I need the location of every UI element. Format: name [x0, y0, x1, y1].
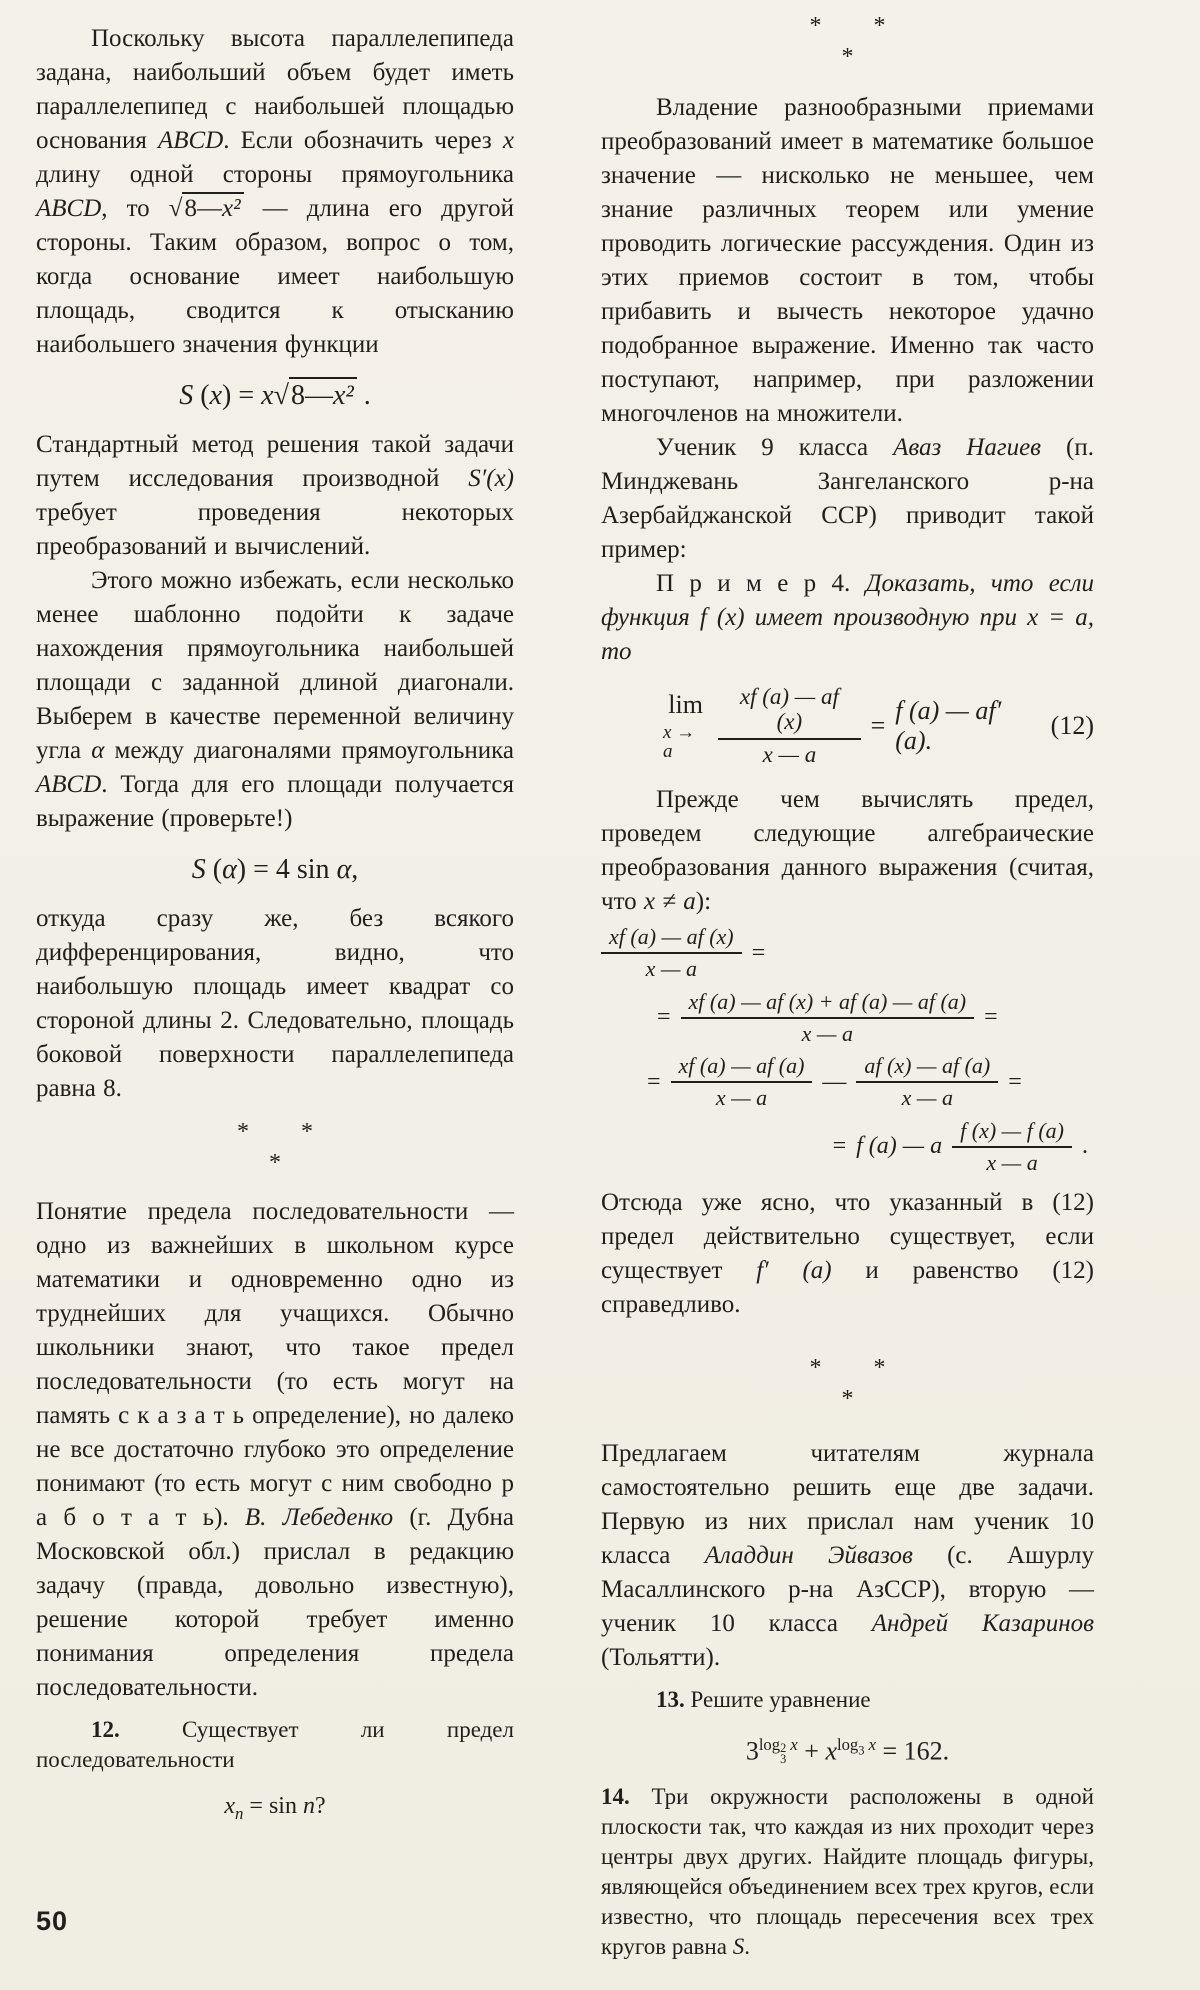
- derivation-line-3: [647, 1054, 1094, 1110]
- log-word: log: [836, 1735, 859, 1755]
- exponent: [758, 1735, 798, 1766]
- text-run: Стандартный метод решения такой задачи путем исследования производной: [36, 431, 514, 492]
- star-glyph: *: [841, 44, 854, 70]
- math-run: (: [193, 380, 210, 411]
- radicand: [289, 377, 357, 411]
- formula-xn-sin-n: [36, 1789, 514, 1831]
- problem-text: Решите уравнение: [684, 1687, 871, 1713]
- text-run: . Тогда для его площади получается выражение (проверьте!): [36, 771, 514, 832]
- divider-star-bottom: [841, 1386, 854, 1413]
- equation-tag-12: (12): [1050, 711, 1094, 741]
- star-glyph: *: [841, 1386, 854, 1413]
- math-run: x: [224, 1793, 236, 1819]
- math-run: 8—: [184, 195, 222, 222]
- text-run: . Если обозначить через: [223, 127, 503, 154]
- log-word: log: [758, 1735, 781, 1755]
- exponent: [836, 1735, 877, 1758]
- text-run: Поскольку высота параллелепипеда задана, наибольший объем будет иметь параллелепипед с наибольшей площадью основания: [36, 25, 514, 154]
- fraction: [601, 925, 742, 981]
- subscript-n: n: [235, 1803, 244, 1823]
- derivation-line-4: [601, 1119, 1088, 1175]
- text-run: между диагоналями прямоугольника: [104, 737, 515, 764]
- display-formula-limit-12: [601, 685, 1094, 767]
- student-name: Аваз Нагиев: [893, 434, 1042, 461]
- divider-star-bottom: [269, 1150, 281, 1176]
- text-run: и равенство (12) справедливо.: [601, 1257, 1094, 1319]
- math-run: 3: [745, 1737, 759, 1767]
- subscript-3: 3: [858, 1743, 865, 1758]
- math-run: x: [864, 1735, 877, 1755]
- author-name: В. Лебеденко: [244, 1504, 394, 1531]
- fraction-denominator: x — a: [671, 1081, 813, 1110]
- equals-sign: =: [657, 1004, 671, 1031]
- derivation-block: [601, 925, 1094, 1174]
- fraction: [856, 1054, 998, 1110]
- math-run: x: [825, 1737, 837, 1767]
- fraction-denominator: x — a: [856, 1081, 998, 1110]
- text-run: Предлагаем читателям журнала самостоятельно решить еще две задачи. Первую из них прислал нам ученик 10 класса: [601, 1440, 1094, 1570]
- inline-sqrt-formula: [169, 192, 244, 222]
- math-run: x²: [332, 380, 354, 411]
- equals-sign: =: [832, 1133, 847, 1160]
- student-name: Аладдин Эйвазов: [704, 1542, 913, 1570]
- plus-sign: +: [797, 1737, 826, 1767]
- derivation-line-1: [601, 925, 1094, 981]
- fraction: [671, 1054, 813, 1110]
- example-statement: Доказать, что если функция f (x) имеет производную при x = a, то: [601, 570, 1094, 665]
- problem-14: [601, 1782, 1094, 1962]
- paragraph-square-conclusion: откуда сразу же, без всякого дифференцирования, видно, что наибольшую площадь имеет квадрат со стороной длины 2. Следовательно, площадь боковой поверхности параллелепипеда равна 8.: [36, 905, 514, 1102]
- display-formula-salpha: [36, 850, 514, 890]
- equals-sign: =: [751, 939, 766, 966]
- math-derivative: S′(x): [468, 465, 514, 492]
- star-glyph: *: [809, 1355, 822, 1382]
- subscript-3: 3: [780, 1751, 787, 1766]
- math-abcd: ABCD: [158, 127, 224, 154]
- problem-text: Три окружности расположены в одной плоскости так, что каждая из них проходит через центры двух других. Найдите площадь фигуры, являющейся объединением всех трех кругов, если известно, что площадь пересечения всех трех кругов равна: [601, 1784, 1094, 1960]
- math-abcd: ABCD: [36, 771, 102, 798]
- star-glyph: *: [301, 1119, 313, 1145]
- page-number: 50: [36, 1906, 69, 1936]
- left-column: [36, 0, 514, 1841]
- problem-number: 14.: [601, 1784, 630, 1810]
- text-run: (с. Ашурлу Масаллинского р-на АзССР), вторую — ученик 10 класса: [601, 1542, 1094, 1638]
- star-glyph: *: [809, 13, 822, 39]
- math-x: x: [502, 127, 514, 154]
- text-run: Ученик 9 класса: [656, 434, 894, 461]
- text-run: , то: [101, 195, 169, 222]
- math-run: (: [205, 854, 223, 885]
- fraction-numerator: f (x) — f (a): [960, 1117, 1064, 1143]
- math-run: S: [179, 380, 194, 411]
- math-run: ?: [314, 1793, 326, 1819]
- star-glyph: *: [269, 1150, 281, 1176]
- fraction: [681, 990, 975, 1046]
- example-label: П р и м е р 4.: [656, 570, 866, 597]
- math-abcd: ABCD: [36, 195, 102, 222]
- text-run: Понятие предела последовательности — одно из важнейших в школьном курсе математики и одновременно одно из труднейших для учащихся. Обычно школьники знают, что такое предел последовательности (то есть могут на память с к а з а т ь определение), но далеко не все достаточно глубоко это определение понимают (то есть могут с ним свободно р а б о т а т ь).: [36, 1198, 514, 1531]
- section-divider: [601, 1355, 1094, 1413]
- paragraph-before-limit: [601, 783, 1094, 919]
- sqrt-radical: [274, 377, 357, 411]
- divider-stars-top: [809, 1355, 886, 1382]
- fraction-numerator: xf (a) — af (x): [739, 684, 839, 734]
- radical-sign: √: [168, 195, 183, 222]
- derivation-line-2: [657, 990, 1094, 1046]
- text-run: — длина его другой стороны. Таким образом, вопрос о том, когда основание имеет наибольшую площадь, сводится к отысканию наибольшего значения функции: [36, 195, 514, 358]
- divider-stars-top: [809, 13, 886, 39]
- text-run: (г. Дубна Московской обл.) прислал в редакцию задачу (правда, довольно известную), решение которой требует именно понимания определения предела последовательности.: [36, 1504, 514, 1701]
- paragraph-parallelepiped: [36, 22, 514, 362]
- equals-sign: =: [647, 1068, 661, 1095]
- math-run: x²: [221, 195, 241, 222]
- math-f-prime-a: f′ (a): [756, 1257, 832, 1285]
- text-run: Отсюда уже ясно, что указанный в (12) предел действительно существует, если существует: [601, 1189, 1094, 1285]
- student-name: Андрей Казаринов: [871, 1610, 1094, 1638]
- paragraph-reader-problems: [601, 1437, 1094, 1675]
- equals-sign: =: [1008, 1068, 1022, 1095]
- right-column: [601, 0, 1094, 1962]
- limit-operator: [663, 689, 708, 762]
- math-run: α: [222, 854, 237, 885]
- fraction-denominator: x — a: [952, 1146, 1072, 1175]
- problem-text: .: [744, 1934, 750, 1960]
- star-glyph: *: [237, 1119, 249, 1145]
- math-run: ) =: [222, 380, 262, 411]
- fraction: [952, 1119, 1072, 1175]
- star-glyph: *: [873, 1355, 886, 1382]
- math-run: f (a) — af′ (a).: [895, 696, 1002, 756]
- math-run: .: [356, 380, 371, 411]
- paragraph-avoid-method: [36, 564, 514, 836]
- math-run: x: [209, 380, 222, 411]
- paragraph-hence-limit-exists: [601, 1186, 1094, 1322]
- math-run: n: [302, 1793, 315, 1819]
- problem-13: [601, 1685, 1094, 1715]
- paragraph-example-4: [601, 567, 1094, 669]
- paragraph-standard-method: [36, 428, 514, 564]
- text-run: требует проведения некоторых преобразований и вычислений.: [36, 499, 514, 560]
- math-run: x: [786, 1735, 798, 1755]
- text-run: длину одной стороны прямоугольника: [36, 161, 514, 188]
- display-formula-sx: [36, 376, 514, 416]
- text-run: (Тольятти).: [601, 1644, 721, 1672]
- section-divider: [36, 1119, 514, 1176]
- math-run: x: [261, 380, 274, 411]
- fraction-denominator: x — a: [601, 952, 742, 981]
- superscript-2: 2: [780, 1741, 787, 1756]
- text-run: Прежде чем вычислять предел, проведем следующие алгебраические преобразования данного выражения (считая, что: [601, 786, 1094, 916]
- text-run: ):: [695, 888, 712, 916]
- math-x-ne-a: x ≠ a: [643, 888, 696, 916]
- math-run: α: [336, 854, 352, 885]
- fraction-numerator: af (x) — af (a): [864, 1053, 991, 1079]
- fraction-numerator: xf (a) — af (a): [678, 1053, 805, 1079]
- divider-star-bottom: [841, 44, 854, 70]
- math-run: S: [191, 854, 206, 885]
- equals-sign: =: [984, 1004, 998, 1031]
- paragraph-student-nagiev: [601, 431, 1094, 567]
- period: .: [1082, 1133, 1088, 1160]
- text-run: (п. Минджевань Зангеланского р-на Азербайджанской ССР) приводит такой пример:: [601, 434, 1094, 563]
- section-divider: [601, 13, 1094, 70]
- math-run: ) = 4 sin: [236, 854, 337, 885]
- math-run: ,: [351, 854, 359, 885]
- math-run: = 162.: [876, 1737, 950, 1767]
- formula-equation-13: [601, 1725, 1094, 1772]
- math-s: S: [732, 1934, 745, 1960]
- math-run: 8—: [290, 380, 333, 411]
- math-run: = sin: [243, 1793, 303, 1819]
- fraction-denominator: x — a: [681, 1017, 975, 1046]
- problem-12: [36, 1715, 514, 1775]
- radicand: [182, 192, 243, 222]
- lim-subscript: x → a: [663, 721, 696, 762]
- problem-text: Существует ли предел последовательности: [36, 1717, 514, 1772]
- radical-sign: √: [273, 380, 289, 411]
- text-run: Этого можно избежать, если несколько менее шаблонно подойти к задаче нахождения прямоугольника наибольшей площади с заданной длиной диагонали. Выберем в качестве переменной величину угла: [36, 567, 514, 764]
- lim-word: lim: [668, 689, 703, 719]
- fraction-numerator: xf (a) — af (x): [609, 924, 734, 950]
- math-run: f (a) — a: [856, 1133, 943, 1160]
- paragraph-limit-concept: [36, 1195, 514, 1705]
- fraction-denominator: x — a: [718, 738, 860, 768]
- equals-sign: =: [870, 711, 886, 741]
- fraction: [718, 685, 860, 767]
- paragraph-transformations: Владение разнообразными приемами преобразований имеет в математике большое значение — нисколько не меньшее, чем знание различных теорем или умение проводить логические рассуждения. Один из этих приемов состоит в том, чтобы прибавить и вычесть некоторое удачно подобранное выражение. Именно так часто поступают, например, при разложении многочленов на множители.: [601, 94, 1094, 427]
- problem-number: 12.: [91, 1717, 120, 1742]
- fraction-numerator: xf (a) — af (x) + af (a) — af (a): [688, 988, 967, 1014]
- minus-sign: —: [822, 1068, 847, 1095]
- star-glyph: *: [873, 13, 886, 39]
- divider-stars-top: [237, 1119, 313, 1145]
- problem-number: 13.: [656, 1687, 685, 1713]
- math-alpha: α: [91, 737, 105, 764]
